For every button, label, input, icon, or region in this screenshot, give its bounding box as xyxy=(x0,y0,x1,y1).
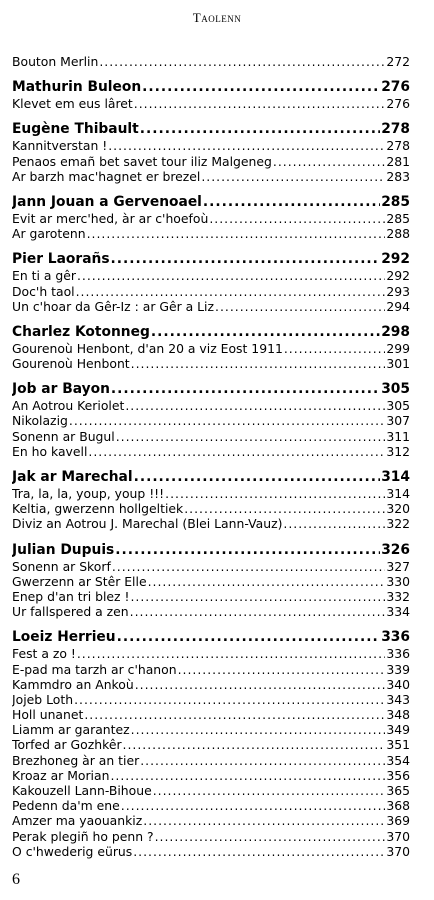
toc-entry-page: 320 xyxy=(386,501,410,517)
toc-entry-page: 299 xyxy=(386,340,410,356)
toc-entry-title: Perak plegiñ ho penn ? xyxy=(12,828,154,844)
toc-entry-page: 340 xyxy=(386,676,410,692)
toc-entry xyxy=(12,341,410,356)
toc-entry xyxy=(12,501,410,516)
dot-leader xyxy=(284,341,386,356)
toc-entry-title: Brezhoneg àr an tier xyxy=(12,752,140,768)
toc-entry-title: Klevet em eus lâret xyxy=(12,96,133,112)
toc-entry-title: En ti a gêr xyxy=(12,268,76,284)
toc-entry xyxy=(12,753,410,768)
toc-entry xyxy=(12,211,410,226)
toc-entry xyxy=(12,813,410,828)
toc-author-title: Job ar Bayon xyxy=(12,381,110,398)
dot-leader xyxy=(111,251,381,268)
toc-author xyxy=(12,629,410,646)
toc-entry-page: 327 xyxy=(386,558,410,574)
toc-entry-page: 365 xyxy=(386,783,410,798)
toc-entry-page: 272 xyxy=(386,54,410,69)
toc-entry-title: En ho kavell xyxy=(12,443,88,459)
toc-entry xyxy=(12,798,410,813)
dot-leader xyxy=(87,226,386,241)
dot-leader xyxy=(283,516,385,531)
toc-entry-title: Kammdro an Ankoù xyxy=(12,676,134,692)
toc-entry xyxy=(12,54,410,69)
toc-author-title: Eugène Thibault xyxy=(12,121,139,138)
section-gap xyxy=(12,184,410,194)
toc-author xyxy=(12,324,410,341)
toc-author-page: 285 xyxy=(381,193,410,210)
dot-leader xyxy=(135,677,386,692)
toc-entry xyxy=(12,138,410,153)
toc-entry xyxy=(12,398,410,413)
toc-entry-page: 283 xyxy=(386,168,410,184)
toc-entry-page: 311 xyxy=(386,428,410,444)
toc-author-title: Mathurin Buleon xyxy=(12,79,142,96)
toc-author-title: Charlez Kotonneg xyxy=(12,323,150,340)
toc-entry xyxy=(12,559,410,574)
toc-entry-page: 369 xyxy=(386,813,410,829)
toc-entry-title: Sonenn ar Bugul xyxy=(12,428,115,444)
toc-entry xyxy=(12,516,410,531)
toc-entry xyxy=(12,722,410,737)
toc-entry-page: 339 xyxy=(386,661,410,677)
page-number: 6 xyxy=(12,871,20,888)
toc-entry xyxy=(12,604,410,619)
section-gap xyxy=(12,314,410,324)
toc-entry xyxy=(12,226,410,241)
toc-entry-title: Evit ar merc'hed, àr ar c'hoefoù xyxy=(12,210,209,226)
toc-entry-page: 288 xyxy=(386,226,410,242)
toc-entry-page: 351 xyxy=(386,737,410,753)
toc-entry-title: Keltia, gwerzenn hollgeltiek xyxy=(12,501,184,517)
dot-leader xyxy=(123,737,386,752)
toc-entry-title: Ar barzh mac'hagnet er brezel xyxy=(12,168,201,184)
dot-leader xyxy=(209,211,385,226)
dot-leader xyxy=(142,79,380,96)
toc-entry-page: 292 xyxy=(386,268,410,284)
toc-entry-title: Kakouzell Lann-Bihoue xyxy=(12,783,152,798)
dot-leader xyxy=(130,589,385,604)
dot-leader xyxy=(155,829,386,844)
toc-entry xyxy=(12,844,410,859)
dot-leader xyxy=(108,138,385,153)
toc-entry-page: 278 xyxy=(386,138,410,154)
toc-entry-page: 307 xyxy=(386,413,410,429)
toc-entry xyxy=(12,486,410,501)
dot-leader xyxy=(88,444,385,459)
toc-entry-page: 356 xyxy=(386,767,410,783)
dot-leader xyxy=(110,768,385,783)
dot-leader xyxy=(203,194,380,211)
toc-entry-page: 314 xyxy=(386,486,410,501)
toc-entry xyxy=(12,268,410,283)
toc-author-page: 314 xyxy=(381,469,410,485)
toc-entry-page: 294 xyxy=(386,298,410,314)
section-gap xyxy=(12,532,410,542)
toc-entry-title: Gourenoù Henbont xyxy=(12,356,130,372)
toc-entry-page: 330 xyxy=(386,573,410,589)
toc-entry-title: E-pad ma tarzh ar c'hanon xyxy=(12,661,177,677)
toc-entry-title: Nikolazig xyxy=(12,413,68,429)
dot-leader xyxy=(153,783,386,798)
dot-leader xyxy=(148,574,386,589)
dot-leader xyxy=(112,559,386,574)
dot-leader xyxy=(130,604,386,619)
toc-entry-page: 312 xyxy=(386,443,410,459)
toc-entry-title: Bouton Merlin xyxy=(12,54,99,69)
toc-entry-title: Torfed ar Gozhkêr xyxy=(12,737,122,753)
toc-entry-page: 276 xyxy=(386,96,410,112)
toc-entry-title: O c'hwederig eürus xyxy=(12,843,133,859)
toc-entry-page: 293 xyxy=(386,283,410,299)
toc-entry xyxy=(12,169,410,184)
section-gap xyxy=(12,459,410,469)
toc-author xyxy=(12,469,410,486)
toc-entry-page: 332 xyxy=(386,588,410,604)
toc-entry xyxy=(12,444,410,459)
toc-entry xyxy=(12,707,410,722)
dot-leader xyxy=(77,268,385,283)
toc-entry xyxy=(12,356,410,371)
dot-leader xyxy=(99,54,385,69)
toc-entry-page: 348 xyxy=(386,707,410,723)
dot-leader xyxy=(178,662,386,677)
dot-leader xyxy=(143,813,385,828)
dot-leader xyxy=(134,96,386,111)
table-of-contents xyxy=(12,54,410,859)
dot-leader xyxy=(125,398,385,413)
toc-entry-page: 322 xyxy=(386,516,410,532)
toc-entry-title: Diviz an Aotrou J. Marechal (Blei Lann-Vauz) xyxy=(12,516,283,532)
toc-entry-page: 343 xyxy=(386,691,410,707)
toc-entry-page: 334 xyxy=(386,604,410,620)
dot-leader xyxy=(117,629,381,646)
toc-entry-title: Doc'h taol xyxy=(12,283,75,299)
toc-author xyxy=(12,381,410,398)
toc-entry-page: 368 xyxy=(386,798,410,814)
toc-author-title: Jak ar Marechal xyxy=(12,469,133,485)
toc-entry-page: 354 xyxy=(386,752,410,768)
dot-leader xyxy=(140,753,385,768)
toc-entry-title: Liamm ar garantez xyxy=(12,722,130,738)
toc-entry-page: 336 xyxy=(386,646,410,662)
toc-entry xyxy=(12,829,410,844)
toc-author xyxy=(12,79,410,96)
toc-entry-title: Kannitverstan ! xyxy=(12,138,108,154)
toc-entry-page: 370 xyxy=(386,828,410,844)
toc-author xyxy=(12,121,410,138)
toc-author-page: 278 xyxy=(381,121,410,138)
toc-entry-page: 285 xyxy=(386,210,410,226)
toc-entry-title: Ur fallspered a zen xyxy=(12,604,129,620)
toc-entry-title: Ar garotenn xyxy=(12,226,86,242)
section-gap xyxy=(12,371,410,381)
dot-leader xyxy=(140,121,380,138)
toc-author-page: 326 xyxy=(381,541,410,558)
toc-entry xyxy=(12,574,410,589)
toc-entry xyxy=(12,692,410,707)
running-head-title: Taolenn xyxy=(192,10,242,25)
dot-leader xyxy=(134,469,381,486)
toc-author-title: Pier Laorañs xyxy=(12,251,110,268)
toc-entry-title: Jojeb Loth xyxy=(12,691,74,707)
toc-entry xyxy=(12,284,410,299)
toc-entry-title: Gourenoù Henbont, d'an 20 a viz Eost 1911 xyxy=(12,340,283,356)
section-gap xyxy=(12,69,410,79)
toc-author xyxy=(12,194,410,211)
dot-leader xyxy=(74,692,385,707)
toc-entry-title: Sonenn ar Skorf xyxy=(12,558,111,574)
section-gap xyxy=(12,241,410,251)
dot-leader xyxy=(215,299,385,314)
dot-leader xyxy=(77,646,385,661)
toc-entry xyxy=(12,413,410,428)
toc-author xyxy=(12,251,410,268)
dot-leader xyxy=(121,798,386,813)
dot-leader xyxy=(273,154,385,169)
toc-entry xyxy=(12,299,410,314)
dot-leader xyxy=(133,844,385,859)
dot-leader xyxy=(131,722,386,737)
toc-entry-page: 281 xyxy=(386,153,410,169)
toc-entry-title: An Aotrou Keriolet xyxy=(12,398,125,414)
toc-entry-title: Fest a zo ! xyxy=(12,646,76,662)
dot-leader xyxy=(115,542,380,559)
toc-entry-title: Kroaz ar Morian xyxy=(12,767,110,783)
dot-leader xyxy=(131,356,386,371)
section-gap xyxy=(12,619,410,629)
toc-entry xyxy=(12,662,410,677)
dot-leader xyxy=(201,169,385,184)
toc-entry-title: Gwerzenn ar Stêr Elle xyxy=(12,573,147,589)
toc-entry xyxy=(12,589,410,604)
toc-author-page: 276 xyxy=(381,79,410,96)
dot-leader xyxy=(84,707,385,722)
toc-author-title: Julian Dupuis xyxy=(12,541,115,558)
toc-entry-title: Enep d'an tri blez ! xyxy=(12,588,130,604)
toc-entry-title: Penaos emañ bet savet tour iliz Malgeneg xyxy=(12,153,272,169)
dot-leader xyxy=(69,413,385,428)
dot-leader xyxy=(76,284,386,299)
dot-leader xyxy=(116,429,386,444)
toc-entry-title: Amzer ma yaouankiz xyxy=(12,813,143,829)
toc-author xyxy=(12,542,410,559)
toc-author-title: Jann Jouan a Gervenoael xyxy=(12,193,202,210)
running-head xyxy=(0,10,434,26)
dot-leader xyxy=(165,486,385,501)
dot-leader xyxy=(184,501,385,516)
toc-entry xyxy=(12,737,410,752)
toc-entry-page: 349 xyxy=(386,722,410,738)
toc-author-page: 298 xyxy=(381,323,410,340)
toc-author-page: 292 xyxy=(381,251,410,268)
toc-entry-page: 301 xyxy=(386,356,410,372)
toc-entry xyxy=(12,646,410,661)
dot-leader xyxy=(111,381,380,398)
toc-entry-page: 370 xyxy=(386,843,410,859)
toc-entry xyxy=(12,677,410,692)
toc-entry-title: Un c'hoar da Gêr-Iz : ar Gêr a Liz xyxy=(12,298,215,314)
toc-entry-title: Pedenn da'm ene xyxy=(12,798,120,814)
toc-entry xyxy=(12,429,410,444)
toc-author-page: 336 xyxy=(381,629,410,646)
toc-entry xyxy=(12,96,410,111)
toc-author-page: 305 xyxy=(381,381,410,398)
toc-author-title: Loeiz Herrieu xyxy=(12,629,116,646)
dot-leader xyxy=(151,324,380,341)
toc-entry-title: Holl unanet xyxy=(12,707,84,723)
toc-entry-page: 305 xyxy=(386,398,410,414)
toc-entry xyxy=(12,154,410,169)
toc-entry-title: Tra, la, la, youp, youp !!! xyxy=(12,486,165,501)
section-gap xyxy=(12,111,410,121)
toc-entry xyxy=(12,768,410,783)
toc-entry xyxy=(12,783,410,798)
